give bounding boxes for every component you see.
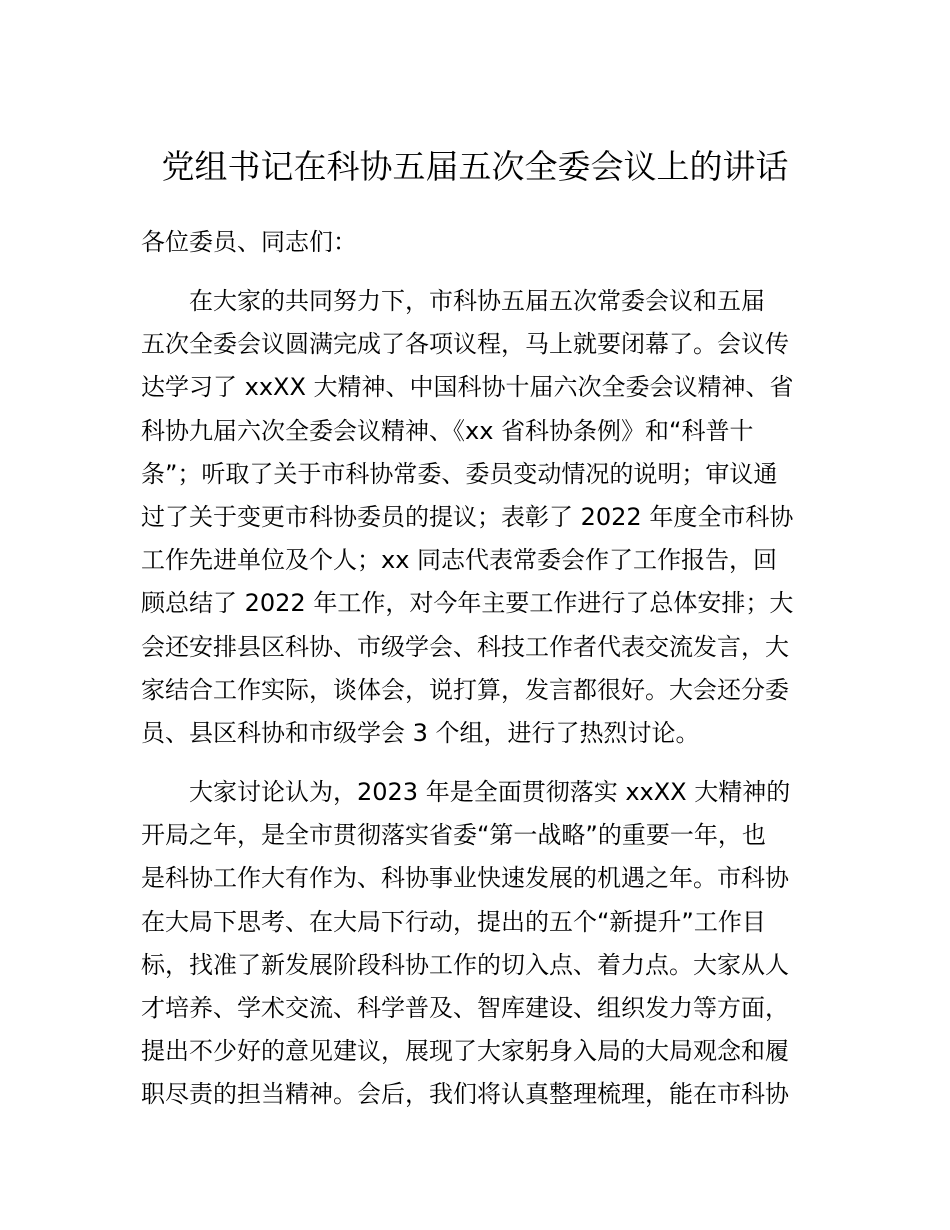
paragraph-line: 五次全委会议圆满完成了各项议程，马上就要闭幕了。会议传: [141, 330, 789, 359]
paragraph-line: 顾总结了 2022 年工作，对今年主要工作进行了总体安排；大: [141, 589, 794, 618]
paragraph-line: 才培养、学术交流、科学普及、智库建设、组织发力等方面，: [141, 993, 789, 1022]
paragraph-line: 会还安排县区科协、市级学会、科技工作者代表交流发言，大: [141, 632, 789, 661]
salutation: 各位委员、同志们：: [141, 228, 357, 256]
paragraph-line: 达学习了 xxXX 大精神、中国科协十届六次全委会议精神、省: [141, 373, 794, 402]
paragraph-line: 在大局下思考、在大局下行动，提出的五个“新提升”工作目: [141, 907, 766, 936]
paragraph-line: 职尽责的担当精神。会后，我们将认真整理梳理，能在市科协: [141, 1080, 789, 1109]
paragraph-line: 开局之年，是全市贯彻落实省委“第一战略”的重要一年，也: [141, 821, 766, 850]
paragraph-line: 标，找准了新发展阶段科协工作的切入点、着力点。大家从人: [141, 950, 789, 979]
paragraph-line: 员、县区科协和市级学会 3 个组，进行了热烈讨论。: [141, 718, 700, 747]
paragraph-2: [141, 771, 821, 1117]
paragraph-line: 工作先进单位及个人；xx 同志代表常委会作了工作报告，回: [141, 546, 778, 575]
document-title: 党组书记在科协五届五次全委会议上的讲话: [161, 147, 789, 186]
paragraph-line: 家结合工作实际，谈体会，说打算，发言都很好。大会还分委: [141, 675, 789, 704]
paragraph-line: 大家讨论认为，2023 年是全面贯彻落实 xxXX 大精神的: [189, 778, 791, 806]
paragraph-line: 在大家的共同努力下，市科协五届五次常委会议和五届: [189, 287, 765, 315]
paragraph-line: 过了关于变更市科协委员的提议；表彰了 2022 年度全市科协: [141, 502, 794, 531]
paragraph-1: [141, 280, 821, 755]
paragraph-line: 条”；听取了关于市科协常委、委员变动情况的说明；审议通: [141, 459, 778, 488]
paragraph-line: 是科协工作大有作为、科协事业快速发展的机遇之年。市科协: [141, 864, 789, 893]
paragraph-line: 科协九届六次全委会议精神、《xx 省科协条例》和“科普十: [141, 416, 754, 445]
paragraph-line: 提出不少好的意见建议，展现了大家躬身入局的大局观念和履: [141, 1037, 789, 1066]
